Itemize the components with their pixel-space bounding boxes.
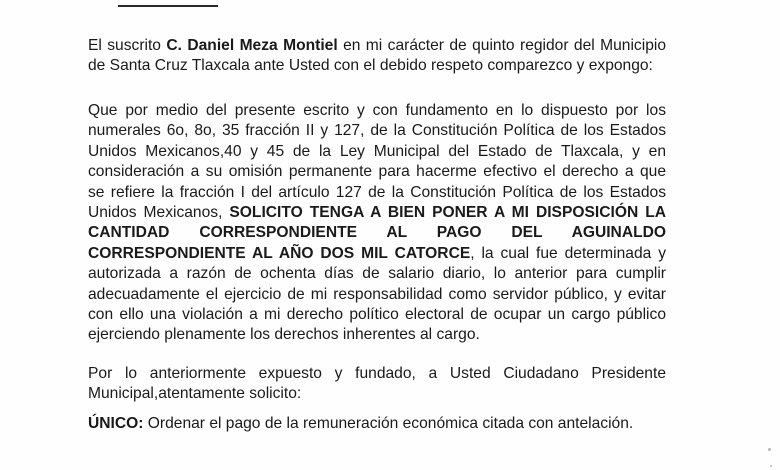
body-line-6-normal: Unidos Mexicanos,	[88, 204, 230, 222]
body-line-4: consideración a su omisión permanente para hacerme efectivo el derecho a que	[88, 163, 666, 181]
closing-line-2: Municipal,atentamente solicito:	[88, 385, 302, 403]
body-line-7	[88, 223, 666, 243]
petition-label: ÚNICO:	[88, 415, 144, 432]
cut-off-heading-fragment	[118, 0, 218, 7]
closing-paragraph	[88, 364, 666, 405]
request-bold-2: CANTIDAD CORRESPONDIENTE AL PAGO DEL AGUINALDO	[88, 224, 666, 242]
body-line-12: ejerciendo plenamente los derechos inherentes al cargo.	[88, 326, 480, 344]
intro-line-1	[88, 36, 666, 56]
body-line-2: numerales 6o, 8o, 35 fracción II y 127, de la Constitución Política de los Estados	[88, 122, 666, 140]
scan-speck	[770, 465, 772, 467]
request-bold-3: CORRESPONDIENTE AL AÑO DOS MIL CATORCE	[88, 244, 471, 262]
signatory-name: C. Daniel Meza Montiel	[166, 37, 338, 54]
body-line-3: Unidos Mexicanos,40 y 45 de la Ley Municipal del Estado de Tlaxcala, y en	[88, 142, 666, 160]
petition-line	[88, 414, 666, 434]
body-line-8	[88, 244, 666, 264]
body-line-6	[88, 203, 666, 223]
request-bold-1: SOLICITO TENGA A BIEN PONER A MI DISPOSICIÓN LA	[229, 204, 666, 222]
intro-prefix: El suscrito	[88, 37, 167, 54]
body-line-8-normal: , la cual fue determinada y	[470, 244, 666, 262]
intro-line-2: de Santa Cruz Tlaxcala ante Usted con el debido respeto comparezco y expongo:	[88, 57, 653, 75]
intro-paragraph	[88, 36, 666, 77]
body-line-11: con ello una violación a mi derecho político electoral de ocupar un cargo público	[88, 306, 666, 324]
body-line-10: adecuadamente el ejercicio de mi responsabilidad como servidor público, y evitar	[88, 285, 666, 303]
closing-line-1: Por lo anteriormente expuesto y fundado, a Usted Ciudadano Presidente	[88, 365, 666, 382]
scan-speck	[768, 448, 771, 451]
body-line-1: Que por medio del presente escrito y con fundamento en lo dispuesto por los	[88, 102, 666, 119]
petition-text: Ordenar el pago de la remuneración económica citada con antelación.	[143, 415, 634, 432]
intro-line-1-rest: en mi carácter de quinto regidor del Municipio	[337, 37, 667, 54]
petition-paragraph	[88, 414, 666, 434]
body-line-5: se refiere la fracción I del artículo 127 de la Constitución Política de los Estados	[88, 183, 666, 201]
body-line-9: autorizada a razón de ochenta días de salario diario, lo anterior para cumplir	[88, 265, 666, 283]
body-paragraph	[88, 101, 666, 346]
